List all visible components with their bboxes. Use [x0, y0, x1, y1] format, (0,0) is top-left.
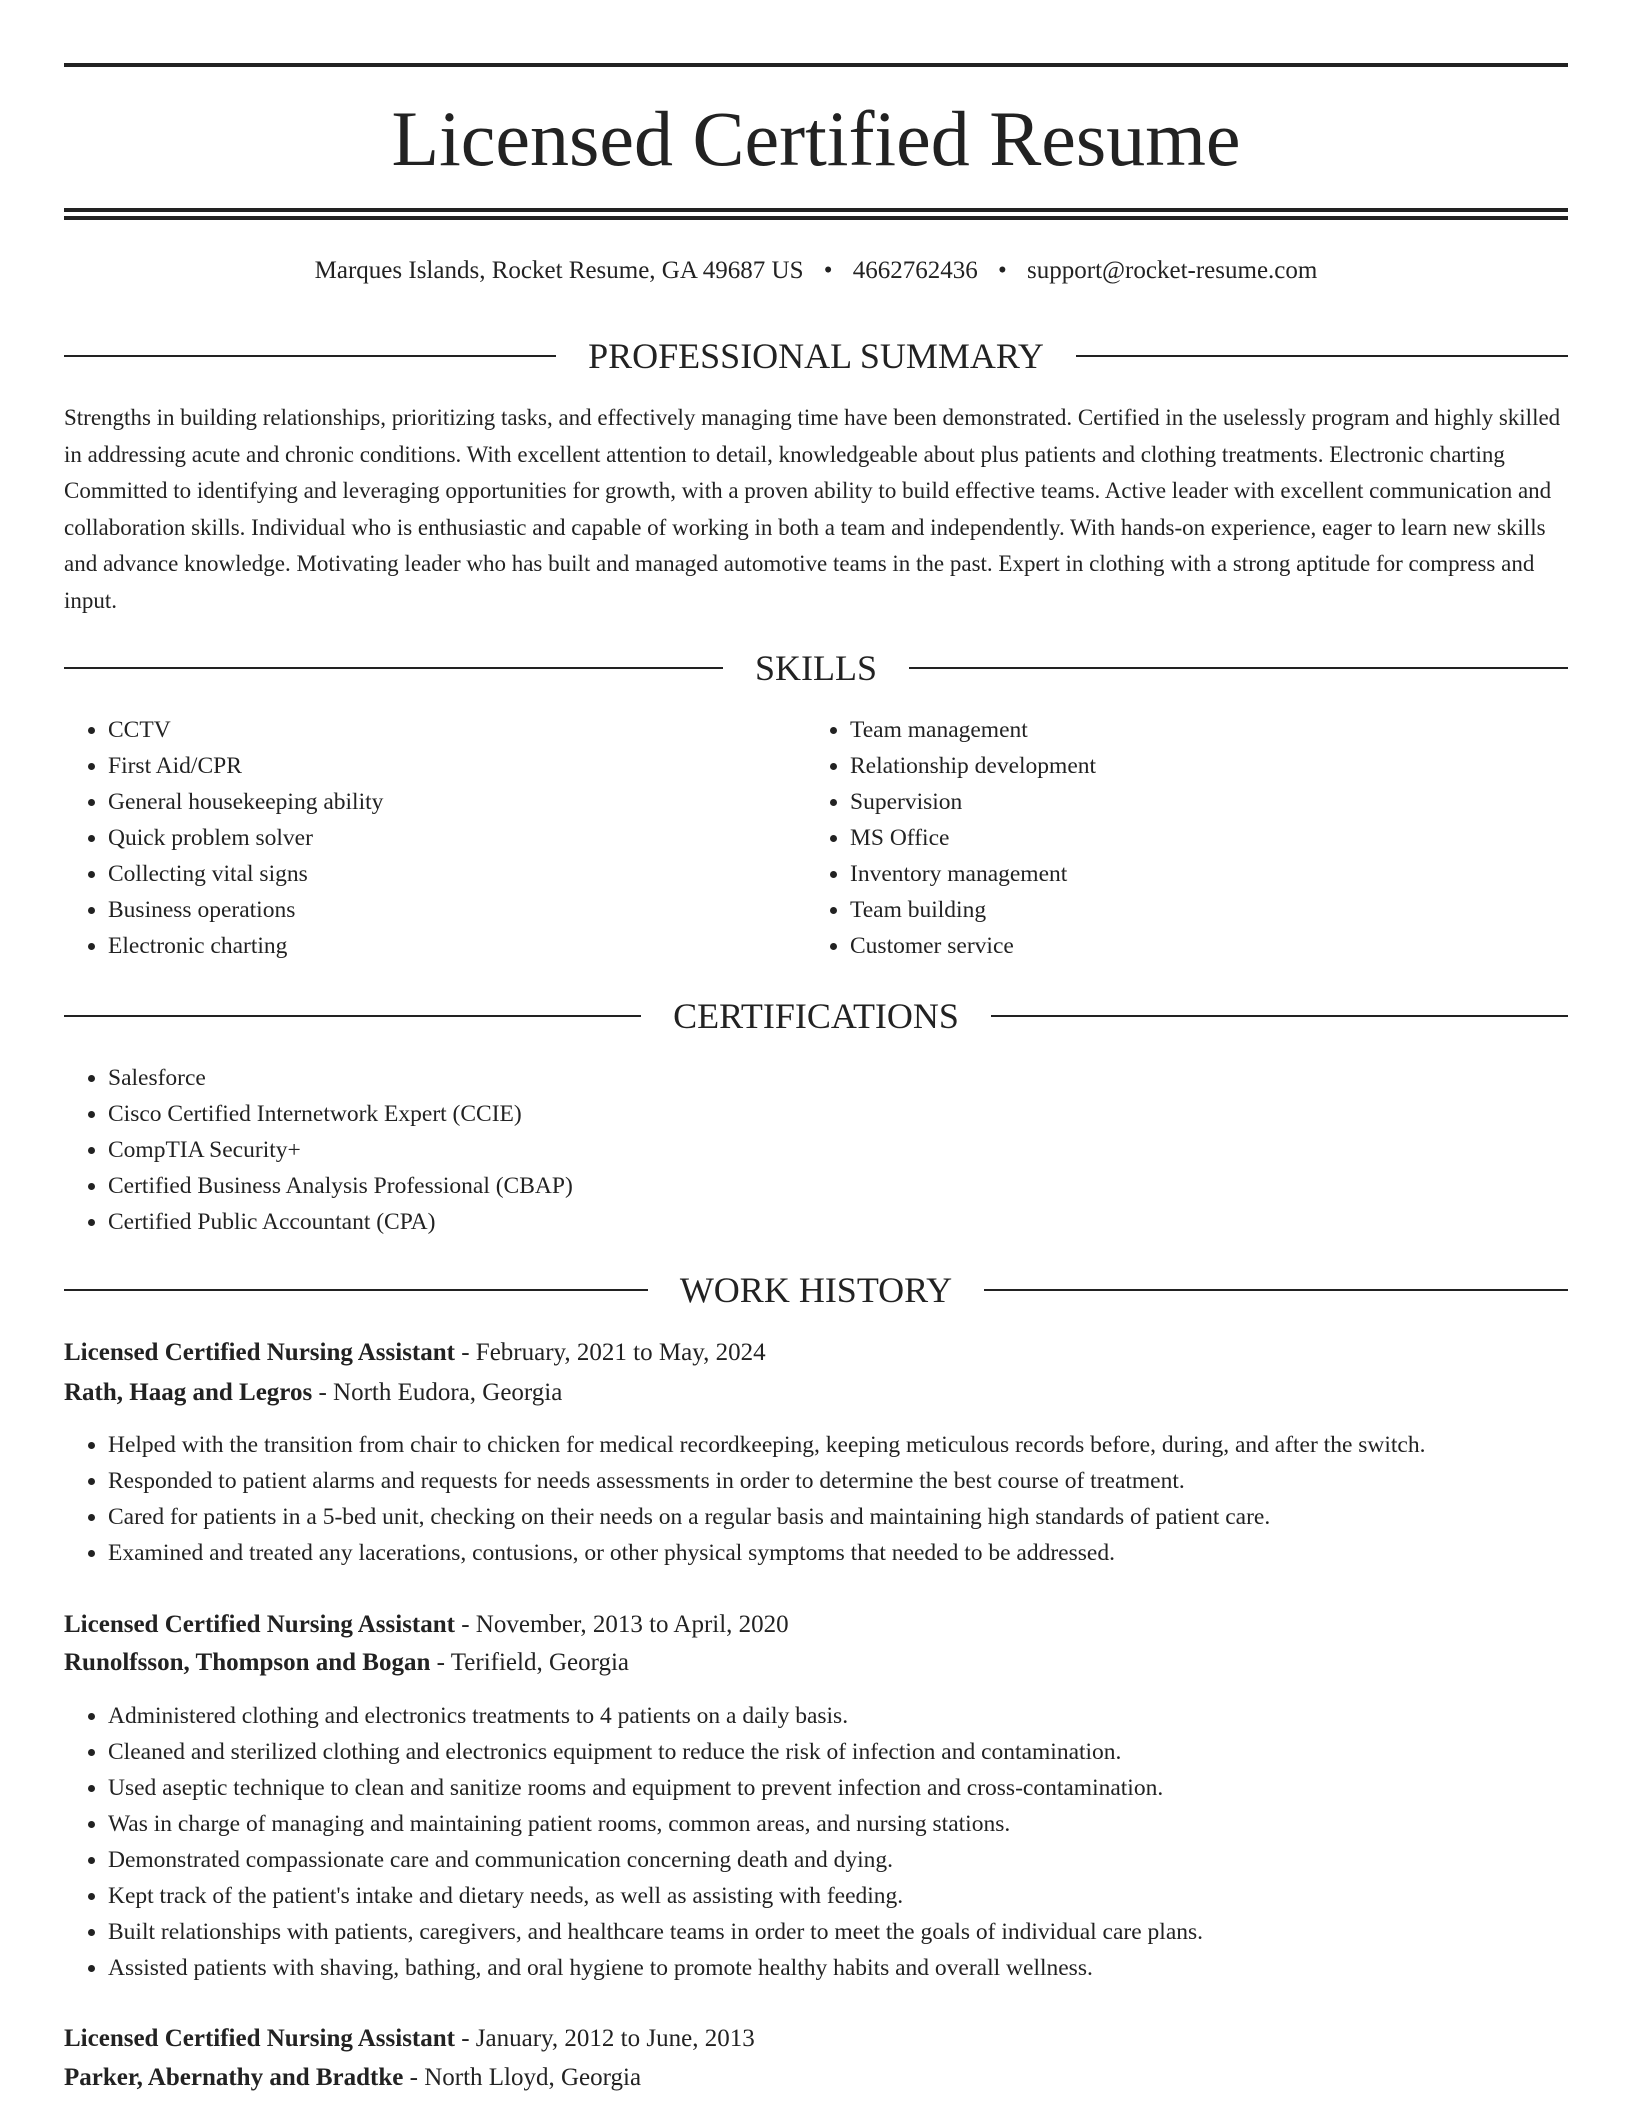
job-location: - Terifield, Georgia: [430, 1649, 630, 1676]
job-company: Rath, Haag and Legros: [64, 1379, 313, 1406]
job-duty-item: • Cared for patients in a 5-bed unit, checking on their needs on a regular basis and maintaining high standards of patient care.: [108, 1499, 1568, 1535]
job-dates: - February, 2021 to May, 2024: [454, 1339, 766, 1366]
job-dates: - November, 2013 to April, 2020: [454, 1611, 789, 1638]
skill-item: • Customer service: [850, 928, 1546, 964]
job-location: - North Eudora, Georgia: [312, 1379, 563, 1406]
job-duties: [64, 1427, 1568, 1571]
certification-item: • CompTIA Security+: [108, 1132, 573, 1168]
skill-item: • Supervision: [850, 784, 1546, 820]
heading-rule: [64, 1289, 648, 1291]
skill-item: • Relationship development: [850, 748, 1546, 784]
heading-rule: [64, 1015, 641, 1017]
title-rule-upper: [64, 208, 1568, 212]
certification-item: • Certified Public Accountant (CPA): [108, 1204, 573, 1240]
job-company-line: [64, 1376, 562, 1410]
job-company: Runolfsson, Thompson and Bogan: [64, 1649, 431, 1676]
job-title-line: [64, 2022, 755, 2056]
job-duties: [64, 1698, 1568, 1986]
top-rule: [64, 63, 1568, 67]
job-duty-item: • Assisted patients with shaving, bathing, and oral hygiene to promote healthy habits and overall wellness.: [108, 1950, 1568, 1986]
skill-item: • Inventory management: [850, 856, 1546, 892]
skill-item: • CCTV: [108, 712, 804, 748]
heading-rule: [909, 667, 1568, 669]
section-heading-summary: [64, 334, 1568, 378]
job-company-line: [64, 1646, 629, 1680]
section-heading-work-history: [64, 1268, 1568, 1312]
job-duty-item: • Responded to patient alarms and requests for needs assessments in order to determine the best course of treatment.: [108, 1463, 1568, 1499]
contact-email[interactable]: support@rocket-resume.com: [1027, 257, 1318, 284]
job-duty-item: • Cleaned and sterilized clothing and electronics equipment to reduce the risk of infection and contamination.: [108, 1734, 1568, 1770]
job-company-line: [64, 2061, 641, 2095]
section-title: WORK HISTORY: [679, 1270, 953, 1310]
skill-item: • General housekeeping ability: [108, 784, 804, 820]
job-title: Licensed Certified Nursing Assistant: [64, 1339, 455, 1366]
section-title: CERTIFICATIONS: [673, 996, 959, 1036]
certification-item: • Salesforce: [108, 1060, 573, 1096]
heading-rule: [984, 1289, 1568, 1291]
section-heading-skills: [64, 646, 1568, 690]
skill-item: • Business operations: [108, 892, 804, 928]
resume-title: Licensed Certified Resume: [391, 95, 1241, 182]
section-title: PROFESSIONAL SUMMARY: [588, 336, 1044, 376]
job-dates: - January, 2012 to June, 2013: [454, 2025, 755, 2052]
title-rule-lower: [64, 216, 1568, 220]
certification-item: • Certified Business Analysis Professional (CBAP): [108, 1168, 573, 1204]
contact-separator: •: [998, 257, 1007, 284]
job-title-line: [64, 1608, 789, 1642]
skill-item: • Team building: [850, 892, 1546, 928]
contact-address: Marques Islands, Rocket Resume, GA 49687 US: [314, 257, 804, 284]
job-duty-item: • Helped with the transition from chair to chicken for medical recordkeeping, keeping meticulous records before, during, and after the switch.: [108, 1427, 1568, 1463]
job-duty-item: • Was in charge of managing and maintaining patient rooms, common areas, and nursing stations.: [108, 1806, 1568, 1842]
skill-item: • MS Office: [850, 820, 1546, 856]
professional-summary: Strengths in building relationships, prioritizing tasks, and effectively managing time have been demonstrated. Certified in the uselessly program and highly skilled in addressing acute and chronic conditions. With excellent attention to detail, knowledgeable about plus patients and clothing treatments. Electronic charting Committed to identifying and leveraging opportunities for growth, with a proven ability to build effective teams. Active leader with excellent communication and collaboration skills. Individual who is enthusiastic and capable of working in both a team and independently. With hands-on experience, eager to learn new skills and advance knowledge. Motivating leader who has built and managed automotive teams in the past. Expert in clothing with a strong aptitude for compress and input.: [64, 405, 1561, 613]
job-duty-item: • Examined and treated any lacerations, contusions, or other physical symptoms that needed to be addressed.: [108, 1535, 1568, 1571]
heading-rule: [991, 1015, 1568, 1017]
skill-item: • First Aid/CPR: [108, 748, 804, 784]
skills-column-left: [64, 712, 804, 964]
job-duty-item: • Demonstrated compassionate care and communication concerning death and dying.: [108, 1842, 1568, 1878]
certification-item: • Cisco Certified Internetwork Expert (CCIE): [108, 1096, 573, 1132]
job-location: - North Lloyd, Georgia: [403, 2064, 642, 2091]
job-duty-item: • Kept track of the patient's intake and dietary needs, as well as assisting with feeding.: [108, 1878, 1568, 1914]
heading-rule: [64, 667, 723, 669]
job-title: Licensed Certified Nursing Assistant: [64, 1611, 455, 1638]
skill-item: • Collecting vital signs: [108, 856, 804, 892]
contact-separator: •: [823, 257, 833, 284]
job-duty-item: • Used aseptic technique to clean and sanitize rooms and equipment to prevent infection and cross-contamination.: [108, 1770, 1568, 1806]
skill-item: • Electronic charting: [108, 928, 804, 964]
job-title-line: [64, 1336, 766, 1370]
certifications-list: [64, 1060, 573, 1240]
skills-column-right: [806, 712, 1546, 964]
contact-phone[interactable]: 4662762436: [852, 257, 978, 284]
job-duty-item: • Built relationships with patients, caregivers, and healthcare teams in order to meet the goals of individual care plans.: [108, 1914, 1568, 1950]
section-title: SKILLS: [755, 648, 878, 688]
heading-rule: [64, 355, 556, 357]
section-heading-certifications: [64, 994, 1568, 1038]
job-duty-item: • Administered clothing and electronics treatments to 4 patients on a daily basis.: [108, 1698, 1568, 1734]
skill-item: • Quick problem solver: [108, 820, 804, 856]
job-company: Parker, Abernathy and Bradtke: [64, 2064, 404, 2091]
skill-item: • Team management: [850, 712, 1546, 748]
heading-rule: [1076, 355, 1568, 357]
job-title: Licensed Certified Nursing Assistant: [64, 2025, 455, 2052]
contact-line: [64, 254, 1568, 288]
